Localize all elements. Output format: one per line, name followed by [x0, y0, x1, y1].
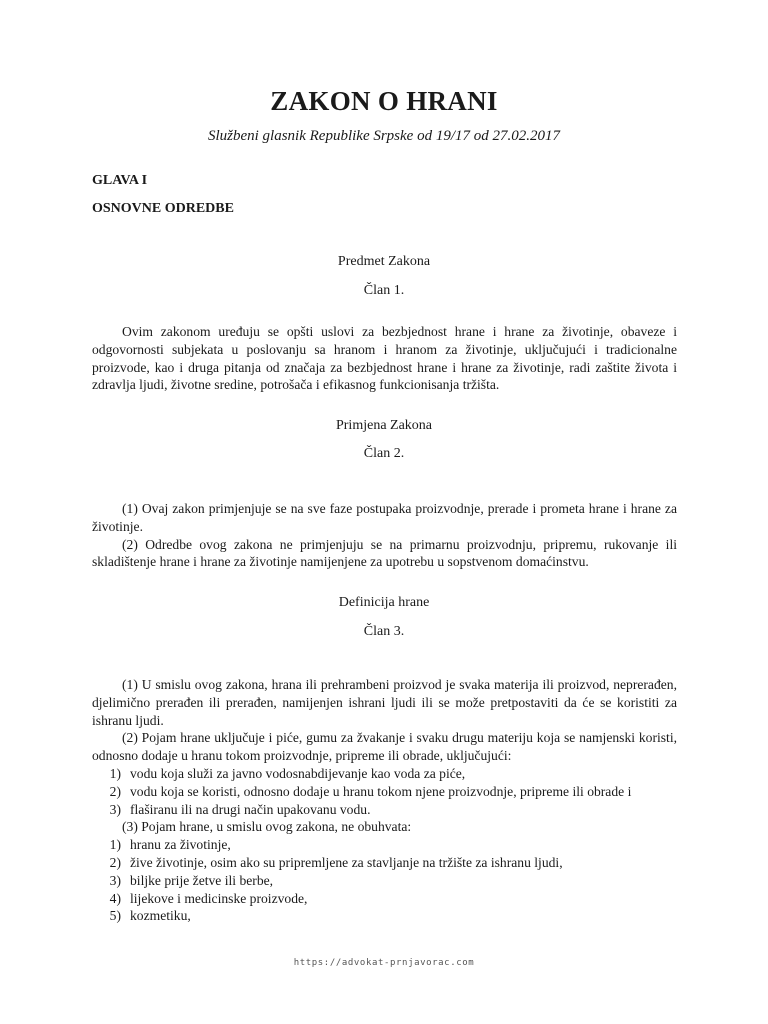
paragraph: Ovim zakonom uređuju se opšti uslovi za bezbjednost hrane i hrane za životinje, obaveze i odgovornosti subjekata u poslovanju sa hranom i hranom za životinje, uključujući i tradicionalne proizvode, kao i druga pitanja od značaja za bezbjednost hrane i hrane za životinje, radi zaštite života i zdravlja ljudi, životne sredine, potrošača i efikasnog funkcionisanja tržišta.: [92, 324, 677, 393]
list-item: [92, 765, 677, 783]
list-item-number: 4): [109, 890, 121, 906]
list-item: [92, 872, 677, 890]
document-title: ZAKON O HRANI: [270, 86, 498, 116]
chapter-number: GLAVA I: [92, 173, 148, 188]
article-body: [92, 500, 677, 571]
section-heading: Primjena Zakona: [335, 418, 433, 433]
paragraph: (2) Pojam hrane uključuje i piće, gumu za žvakanje i svaku drugu materiju koja se namjenski koristi, odnosno dodaje u hranu tokom proizvodnje, pripreme ili obrade, uključujući:: [92, 730, 677, 764]
section-heading: Predmet Zakona: [337, 254, 431, 269]
list-item-number: 1): [109, 837, 121, 853]
list-item-number: 1): [109, 765, 121, 781]
list-item: [92, 890, 677, 908]
list-item: [92, 836, 677, 854]
list-item-text: flaširanu ili na drugi način upakovanu vodu.: [130, 801, 371, 817]
section-heading: Definicija hrane: [338, 595, 430, 610]
paragraph: (3) Pojam hrane, u smislu ovog zakona, ne obuhvata:: [122, 819, 412, 835]
footer-url: https://advokat-prnjavorac.com: [293, 958, 475, 968]
paragraph: (1) U smislu ovog zakona, hrana ili prehrambeni proizvod je svaka materija ili proizvod, neprerađen, djelimično prerađen ili prerađen, namijenjen ishrani ljudi ili se može pretpostaviti da će se koristiti za ishranu ljudi.: [92, 677, 677, 728]
list-item-number: 2): [109, 783, 121, 799]
list-item-number: 2): [109, 854, 121, 870]
list-item: [92, 907, 677, 925]
list-item-text: lijekove i medicinske proizvode,: [130, 890, 308, 906]
article-number: Član 2.: [363, 446, 405, 461]
list-item-number: 5): [109, 908, 121, 924]
list-item: [92, 854, 677, 872]
list-item-text: hranu za životinje,: [130, 837, 231, 853]
chapter-name: OSNOVNE ODREDBE: [92, 201, 234, 216]
list-item: [92, 783, 677, 801]
list-item-text: biljke prije žetve ili berbe,: [130, 872, 274, 888]
list-item-number: 3): [109, 801, 121, 817]
article-number: Član 3.: [363, 624, 405, 639]
list-item: [92, 801, 677, 819]
article-number: Član 1.: [363, 283, 405, 298]
list-item-number: 3): [109, 872, 121, 888]
article-body: [92, 676, 677, 925]
document-subtitle: Službeni glasnik Republike Srpske od 19/17 od 27.02.2017: [207, 128, 561, 144]
list-item-text: kozmetiku,: [130, 908, 191, 924]
article-body: [92, 323, 677, 394]
paragraph: (1) Ovaj zakon primjenjuje se na sve faze postupaka proizvodnje, prerade i prometa hrane i hrane za životinje.: [92, 501, 677, 534]
list-item-text: vodu koja se koristi, odnosno dodaje u hranu tokom njene proizvodnje, pripreme ili obrade i: [130, 783, 632, 799]
list-item-text: vodu koja služi za javno vodosnabdijevanje kao voda za piće,: [130, 765, 466, 781]
list-item-text: žive životinje, osim ako su pripremljene za stavljanje na tržište za ishranu ljudi,: [130, 854, 563, 870]
paragraph: (2) Odredbe ovog zakona ne primjenjuju se na primarnu proizvodnju, pripremu, rukovanje ili skladištenje hrane i hrane za životinje namijenjene za upotrebu u sopstvenom domaćinstvu.: [92, 536, 677, 570]
